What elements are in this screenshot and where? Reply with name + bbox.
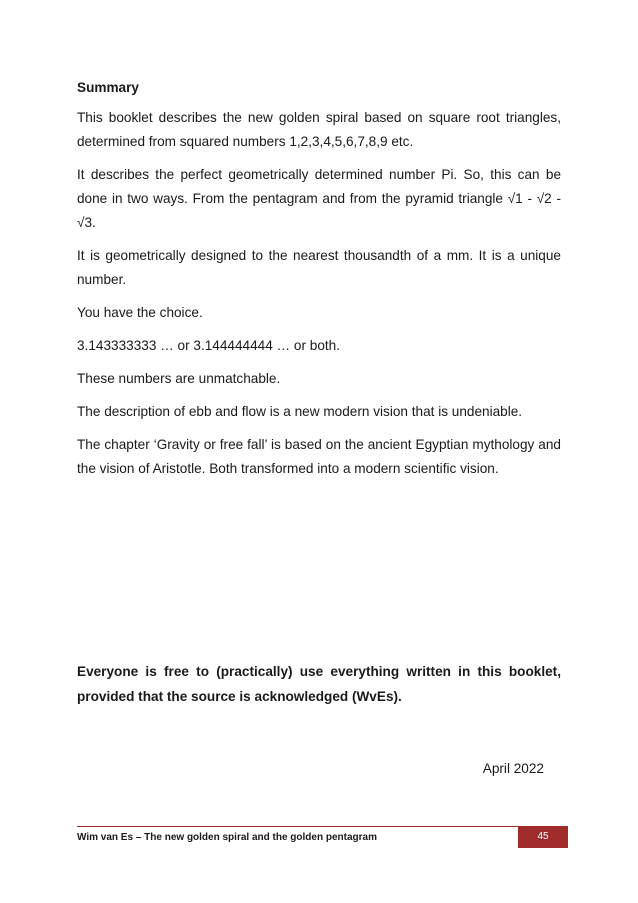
summary-paragraph: It describes the perfect geometrically determined number Pi. So, this can be done in two ways. From the pentagram and from the pyramid triangle √1 - √2 - √3. [77, 167, 561, 230]
summary-paragraph: It is geometrically designed to the nearest thousandth of a mm. It is a unique number. [77, 248, 561, 287]
page-number: 45 [518, 826, 568, 848]
summary-paragraph: 3.143333333 … or 3.144444444 … or both. [77, 338, 341, 353]
footer-divider [77, 826, 518, 827]
summary-paragraph: The chapter ‘Gravity or free fall’ is based on the ancient Egyptian mythology and the vision of Aristotle. Both transformed into a modern scientific vision. [77, 437, 561, 476]
summary-paragraph: The description of ebb and flow is a new modern vision that is undeniable. [77, 404, 523, 419]
summary-heading: Summary [77, 80, 139, 95]
summary-paragraph: These numbers are unmatchable. [77, 371, 281, 386]
summary-section [77, 76, 561, 490]
usage-notice: Everyone is free to (practically) use everything written in this booklet, provided that the source is acknowledged (WvEs). [77, 664, 561, 704]
footer-title: Wim van Es – The new golden spiral and the golden pentagram [77, 832, 377, 843]
publication-date: April 2022 [482, 761, 544, 776]
summary-paragraph: You have the choice. [77, 305, 203, 320]
summary-paragraph: This booklet describes the new golden spiral based on square root triangles, determined from squared numbers 1,2,3,4,5,6,7,8,9 etc. [77, 110, 561, 149]
